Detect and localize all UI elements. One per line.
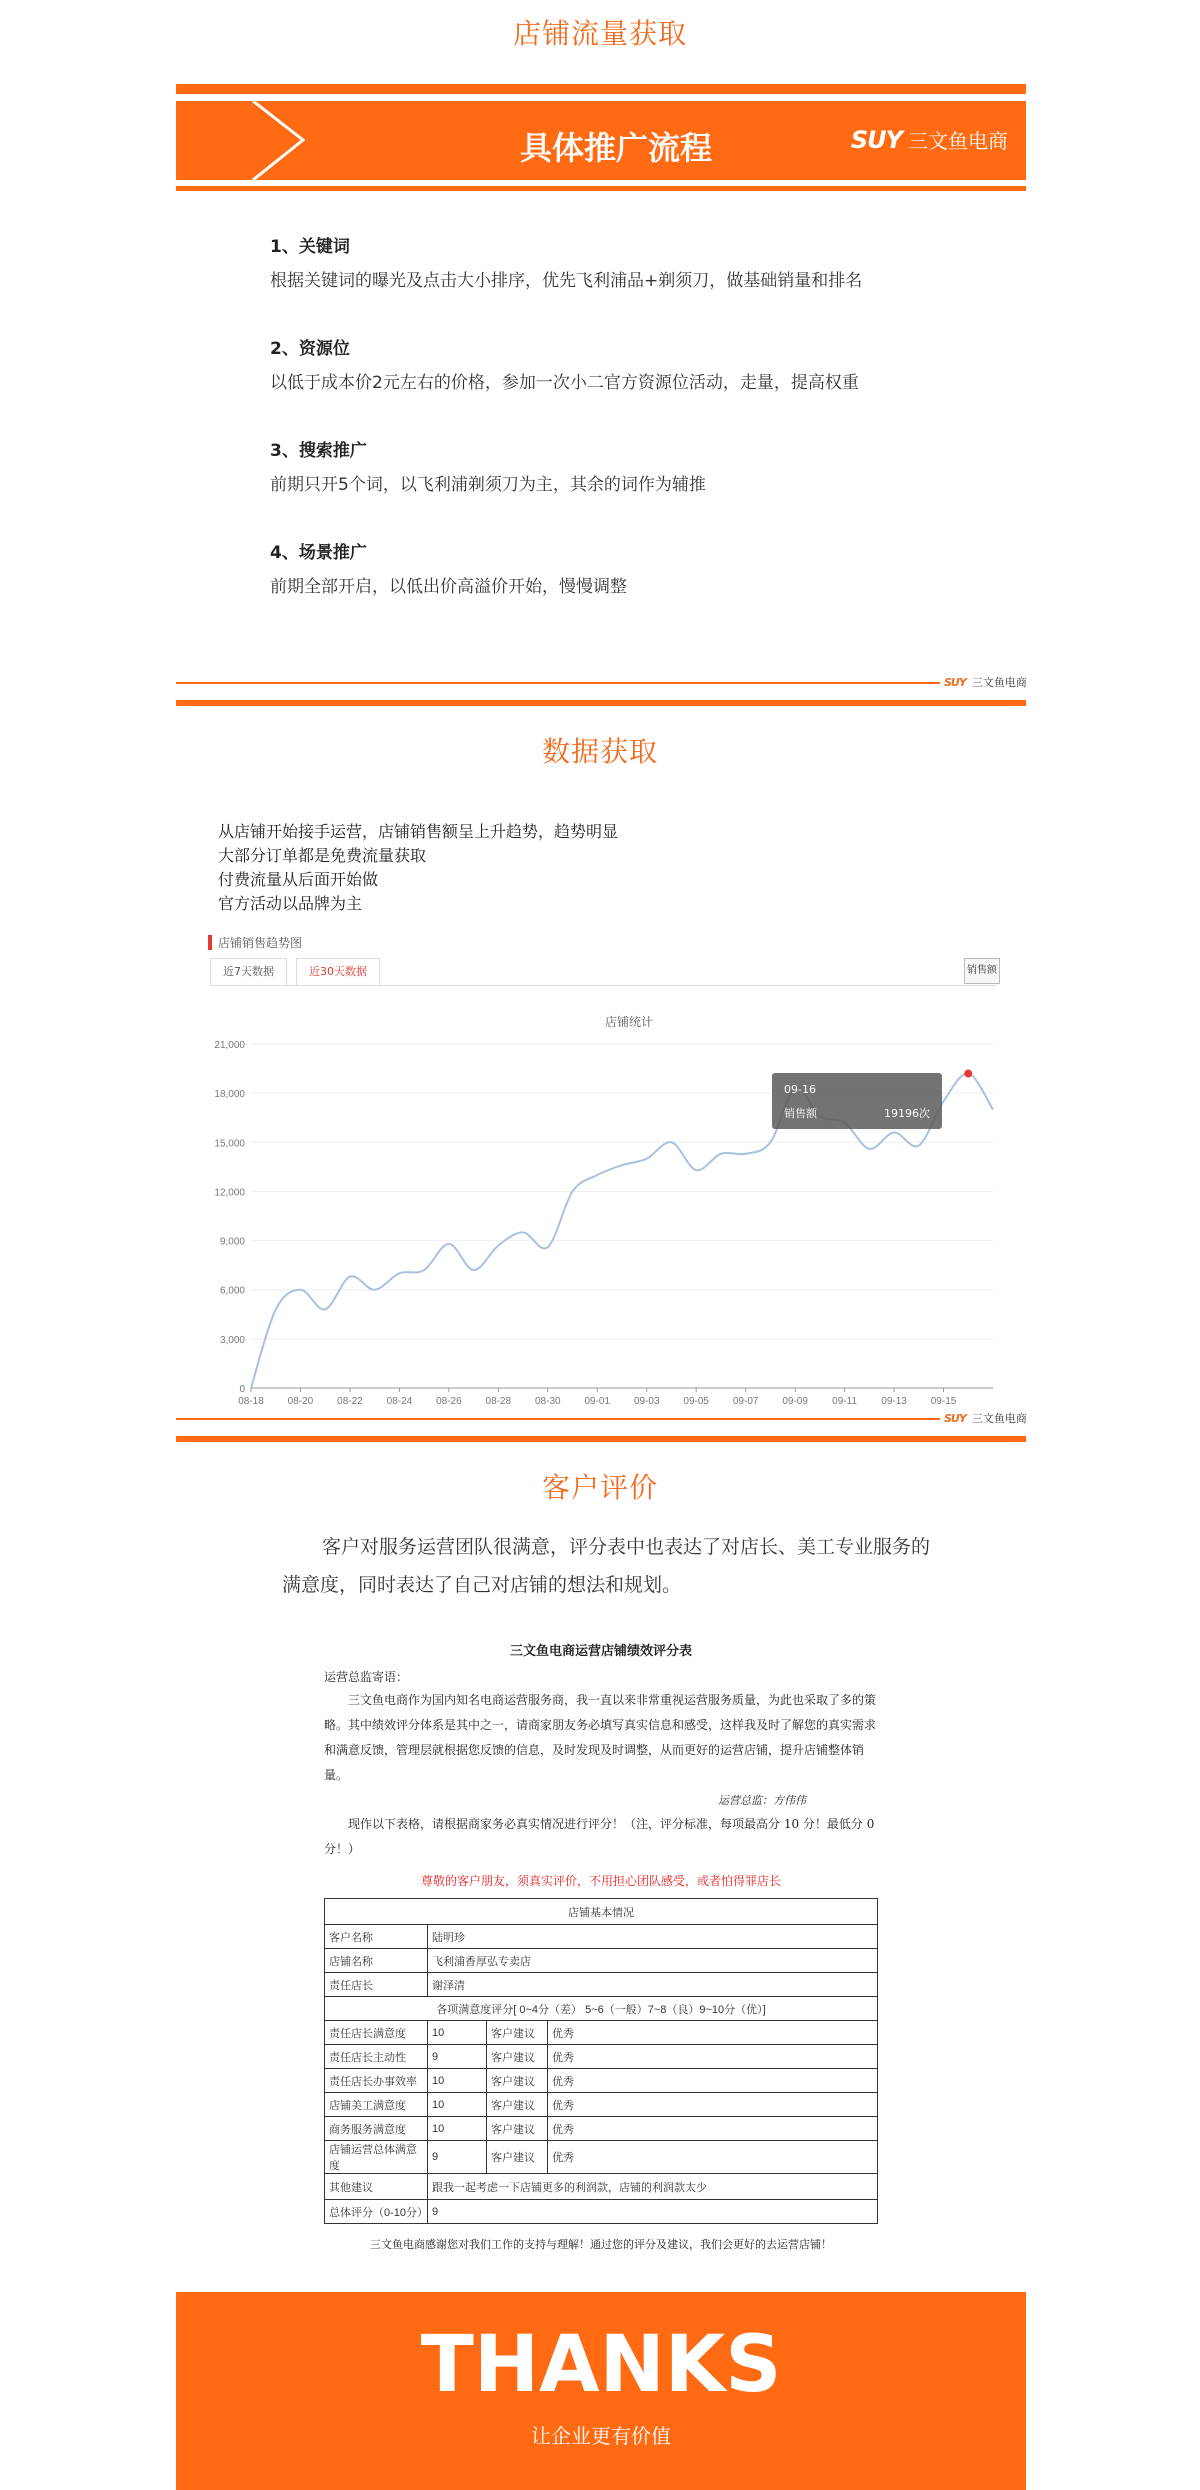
advice-value: 优秀 — [548, 2093, 878, 2117]
x-tick-label: 08-24 — [386, 1396, 413, 1407]
y-tick-label: 18,000 — [214, 1089, 245, 1101]
banner-top-rule — [176, 84, 1026, 94]
y-tick-label: 21,000 — [214, 1040, 245, 1051]
info-label: 责任店长 — [325, 1973, 428, 1997]
table-row — [325, 2093, 878, 2117]
divider-rule — [176, 1418, 1026, 1420]
advice-value: 优秀 — [548, 2141, 878, 2174]
review-doc-title: 三文鱼电商运营店铺绩效评分表 — [509, 1644, 692, 1659]
score-label: 责任店长主动性 — [325, 2045, 428, 2069]
chart-tooltip — [772, 1073, 942, 1129]
advice-label: 客户建议 — [487, 2141, 548, 2174]
section-title-data: 数据获取 — [541, 735, 658, 768]
total-value: 9 — [428, 2200, 878, 2224]
promo-item-heading: 2、资源位 — [270, 339, 350, 359]
score-label: 店铺美工满意度 — [325, 2093, 428, 2117]
note-line: 从店铺开始接手运营，店铺销售额呈上升趋势，趋势明显 — [218, 822, 619, 841]
score-label: 责任店长满意度 — [325, 2021, 428, 2045]
score-label: 商务服务满意度 — [325, 2117, 428, 2141]
brand-logo — [851, 125, 1008, 154]
x-tick-label: 08-30 — [535, 1396, 561, 1407]
tooltip-date: 09-16 — [784, 1083, 816, 1096]
review-doc-closing: 三文鱼电商感谢您对我们工作的支持与理解！通过您的评分及建议，我们会更好的去运营店铺！ — [370, 2238, 832, 2251]
promo-item-heading: 1、关键词 — [270, 237, 350, 257]
note-line: 付费流量从后面开始做 — [218, 870, 379, 889]
review-doc-greeting: 运营总监寄语： — [324, 1670, 409, 1684]
thanks-title: THANKS — [420, 2320, 782, 2410]
highlight-point — [964, 1070, 972, 1078]
table-row — [325, 2174, 878, 2200]
info-value: 陆明珍 — [428, 1925, 878, 1949]
table-row — [325, 2021, 878, 2045]
review-summary: 客户对服务运营团队很满意，评分表中也表达了对店长、美工专业服务的满意度，同时表达了自己对店铺的想法和规划。 — [282, 1536, 931, 1596]
promo-item-text: 前期只开5个词，以飞利浦剃须刀为主，其余的词作为辅推 — [270, 475, 706, 495]
y-tick-label: 9,000 — [219, 1236, 245, 1248]
score-table — [324, 1898, 878, 2224]
x-tick-label: 08-26 — [436, 1396, 462, 1407]
promo-item-heading: 3、搜索推广 — [270, 441, 367, 461]
metric-select-button[interactable]: 销售额 — [964, 958, 1000, 984]
x-tick-label: 09-13 — [881, 1396, 907, 1407]
advice-label: 客户建议 — [487, 2069, 548, 2093]
note-line: 大部分订单都是免费流量获取 — [218, 846, 427, 865]
y-tick-label: 0 — [239, 1384, 245, 1395]
x-tick-label: 08-18 — [238, 1396, 264, 1407]
table-header: 店铺基本情况 — [325, 1899, 878, 1925]
score-value: 10 — [428, 2021, 487, 2045]
score-value: 10 — [428, 2117, 487, 2141]
table-row — [325, 1949, 878, 1973]
divider-rule — [176, 682, 1026, 684]
brand-name: 三文鱼电商 — [908, 129, 1008, 153]
brand-mark: SUY — [850, 125, 902, 154]
tab-7-days[interactable]: 近7天数据 — [210, 958, 287, 986]
table-row — [325, 2045, 878, 2069]
brand-mark: SUY — [944, 1411, 966, 1425]
table-row — [325, 1925, 878, 1949]
chart-title: 店铺统计 — [604, 1015, 654, 1029]
advice-label: 客户建议 — [487, 2045, 548, 2069]
divider-bar — [176, 700, 1026, 706]
promo-item-text: 以低于成本价2元左右的价格，参加一次小二官方资源位活动，走量，提高权重 — [270, 373, 859, 393]
advice-value: 优秀 — [548, 2117, 878, 2141]
other-label: 其他建议 — [325, 2174, 428, 2200]
info-label: 店铺名称 — [325, 1949, 428, 1973]
banner-bottom-rule — [176, 186, 1026, 191]
table-row — [325, 1973, 878, 1997]
promo-item-text: 根据关键词的曝光及点击大小排序，优先飞利浦品+剃须刀，做基础销量和排名 — [270, 271, 863, 291]
x-tick-label: 08-20 — [287, 1396, 314, 1407]
score-value: 9 — [428, 2045, 487, 2069]
x-tick-label: 09-03 — [633, 1396, 660, 1407]
x-tick-label: 08-22 — [337, 1396, 363, 1407]
score-label: 责任店长办事效率 — [325, 2069, 428, 2093]
advice-label: 客户建议 — [487, 2093, 548, 2117]
y-tick-label: 6,000 — [219, 1285, 245, 1297]
review-doc-warning: 尊敬的客户朋友，须真实评价，不用担心团队感受，或者怕得罪店长 — [420, 1874, 781, 1888]
info-value: 谢泽清 — [428, 1973, 878, 1997]
sales-line-chart — [207, 1000, 1007, 1420]
small-brand-logo — [940, 1410, 1031, 1426]
thanks-subtitle: 让企业更有价值 — [531, 2424, 671, 2448]
table-row — [325, 1997, 878, 2021]
brand-name: 三文鱼电商 — [971, 1412, 1027, 1425]
score-value: 9 — [428, 2141, 487, 2174]
tooltip-series-name: 销售额 — [784, 1107, 817, 1120]
review-doc-signature: 运营总监：方伟伟 — [718, 1794, 806, 1807]
promo-item-text: 前期全部开启，以低出价高溢价开始，慢慢调整 — [270, 577, 627, 597]
score-scale: 各项满意度评分[ 0~4分（差） 5~6（一般）7~8（良）9~10分（优）] — [325, 1997, 878, 2021]
x-tick-label: 09-15 — [930, 1396, 957, 1407]
table-row — [325, 2200, 878, 2224]
tab-30-days[interactable]: 近30天数据 — [296, 958, 380, 986]
brand-mark: SUY — [944, 675, 966, 689]
review-doc-intro: 三文鱼电商作为国内知名电商运营服务商，我一直以来非常重视运营服务质量，为此也采取了多的策略。其中绩效评分体系是其中之一，请商家朋友务必填写真实信息和感受，这样我及时了解您的真实需求和满意反馈，管理层就根据您反馈的信息，及时发现及时调整，从而更好的运营店铺，提升店铺整体销量。 — [324, 1693, 877, 1782]
advice-value: 优秀 — [548, 2045, 878, 2069]
review-doc-instruction: 现作以下表格，请根据商家务必真实情况进行评分！（注，评分标准，每项最高分 10 分！最低分 0 分！） — [324, 1817, 875, 1856]
y-tick-label: 15,000 — [214, 1138, 245, 1150]
total-label: 总体评分（0-10分） — [325, 2200, 428, 2224]
x-tick-label: 09-11 — [832, 1396, 858, 1407]
info-value: 飞利浦香厚弘专卖店 — [428, 1949, 878, 1973]
note-line: 官方活动以品牌为主 — [218, 894, 363, 913]
promo-item-heading: 4、场景推广 — [270, 543, 367, 563]
section-title-reviews: 客户评价 — [541, 1471, 658, 1504]
y-tick-label: 3,000 — [219, 1334, 245, 1346]
chart-panel-header: 店铺销售趋势图 — [218, 936, 303, 950]
score-value: 10 — [428, 2093, 487, 2117]
panel-accent — [208, 935, 212, 950]
data-notes — [218, 820, 618, 916]
tooltip-value: 19196次 — [884, 1107, 930, 1120]
advice-value: 优秀 — [548, 2021, 878, 2045]
table-row — [325, 1899, 878, 1925]
banner — [176, 101, 1026, 180]
x-tick-label: 09-07 — [732, 1396, 759, 1407]
other-value: 跟我一起考虑一下店铺更多的利润款，店铺的利润款太少 — [428, 2174, 878, 2200]
x-tick-label: 09-01 — [584, 1396, 611, 1407]
advice-value: 优秀 — [548, 2069, 878, 2093]
small-brand-logo — [940, 674, 1031, 690]
divider-bar — [176, 1436, 1026, 1442]
section-title-traffic: 店铺流量获取 — [512, 17, 687, 50]
score-label: 店铺运营总体满意度 — [325, 2141, 428, 2174]
x-tick-label: 09-09 — [782, 1396, 808, 1407]
table-row — [325, 2117, 878, 2141]
banner-title: 具体推广流程 — [520, 129, 713, 167]
x-tick-label: 09-05 — [683, 1396, 709, 1407]
table-row — [325, 2069, 878, 2093]
x-tick-label: 08-28 — [485, 1396, 512, 1407]
brand-name: 三文鱼电商 — [971, 676, 1027, 689]
y-tick-label: 12,000 — [214, 1187, 245, 1199]
info-label: 客户名称 — [325, 1925, 428, 1949]
score-value: 10 — [428, 2069, 487, 2093]
chevron-arrow-icon — [176, 101, 396, 180]
table-row — [325, 2141, 878, 2174]
advice-label: 客户建议 — [487, 2117, 548, 2141]
advice-label: 客户建议 — [487, 2021, 548, 2045]
tab-baseline — [212, 985, 996, 986]
thanks-footer — [176, 2292, 1026, 2490]
